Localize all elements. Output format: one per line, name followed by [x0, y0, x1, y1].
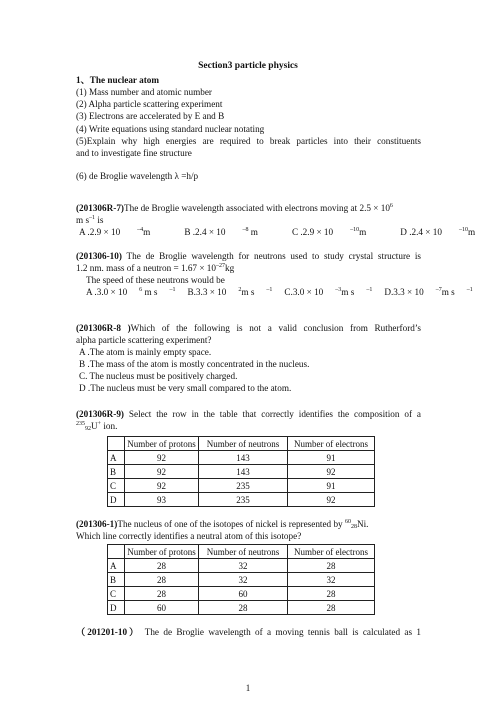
question-1-options — [79, 227, 496, 238]
question-2-stem-cont: 1.2 nm. mass of a neutron = $1.67 \times 10^{-27}kg$ — [76, 263, 235, 273]
question-2-prompt: The speed of these neutrons would be — [86, 275, 225, 285]
question-3-stem: (201306R-8 )Which of the following is not a valid conclusion from Rutherford’s — [76, 323, 421, 333]
table-row: D 93 235 92 — [108, 493, 375, 507]
list-item: (1) Mass number and atomic number — [76, 87, 212, 97]
question-1-stem-cont: m $s^{-1}$ is — [76, 215, 104, 225]
list-item: (5)Explain why high energies are required to break particles into their constituents — [76, 136, 421, 146]
option-b: B.3.3 × 10 $^2$m s $^{-1}$ — [187, 287, 273, 297]
option-d: D .The nucleus must be very small compared to the atom. — [79, 383, 292, 393]
option-a: A .2.9 × 10 $^{-4}$m — [79, 227, 151, 237]
option-b: B .2.4 × 10 $^{-8}$ m — [184, 227, 258, 237]
option-c: C .2.9 × 10 $^{-10}$m — [291, 227, 367, 237]
option-a: A .3.0 × 10 $^6$ m s $^{-1}$ — [86, 287, 176, 297]
question-2-stem: (201306-10) The de Broglie wavelength for neutrons used to study crystal structure is — [76, 251, 421, 261]
option-d: D.3.3 × 10 $^{-7}$m s $^{-1}$ — [384, 287, 473, 297]
question-code: (201306R-9) — [76, 409, 124, 419]
table-header-row: Number of protons Number of neutrons Number of electrons — [108, 437, 375, 451]
question-5-table — [107, 544, 375, 615]
question-4-stem: (201306R-9) Select the row in the table that correctly identifies the composition of a — [76, 409, 421, 419]
table-row: B 92 143 92 — [108, 465, 375, 479]
question-code: (201306-10) — [76, 251, 122, 261]
question-code: （201201-10） — [76, 627, 141, 637]
question-5-stem-cont: Which line correctly identifies a neutral atom of this isotope? — [76, 531, 302, 541]
table-row: D 60 28 28 — [108, 601, 375, 615]
page-title: Section3 particle physics — [198, 61, 298, 71]
section-heading: 1、The nuclear atom — [76, 75, 160, 85]
question-code: (201306-1) — [76, 519, 118, 529]
table-row: B 28 32 32 — [108, 573, 375, 587]
table-row: A 92 143 91 — [108, 451, 375, 465]
question-3-stem-cont: alpha particle scattering experiment? — [76, 335, 212, 345]
question-4-table — [107, 436, 375, 507]
list-item: and to investigate fine structure — [76, 148, 192, 158]
question-4-ion: $^{235}_{92}$U+ ion. — [76, 421, 118, 432]
option-a: A .The atom is mainly empty space. — [79, 347, 212, 357]
list-item: (6) de Broglie wavelength λ =h/p — [76, 171, 199, 181]
table-row: A 28 32 28 — [108, 559, 375, 573]
table-row: C 92 235 91 — [108, 479, 375, 493]
option-c: C. The nucleus must be positively charged. — [79, 371, 238, 381]
table-row: C 28 60 28 — [108, 587, 375, 601]
question-6-stem: （201201-10） The de Broglie wavelength of a moving tennis ball is calculated as 1 — [76, 627, 422, 637]
question-5-stem: (201306-1)The nucleus of one of the isotopes of nickel is represented by $^{60}_{28}$Ni. — [76, 519, 369, 530]
table-header-row: Number of protons Number of neutrons Number of electrons — [108, 545, 375, 559]
question-code: (201306R-8 ) — [76, 323, 131, 333]
page-number: 1 — [245, 683, 251, 693]
option-b: B .The mass of the atom is mostly concentrated in the nucleus. — [79, 359, 310, 369]
question-code: (201306R-7) — [76, 203, 124, 213]
list-item: (2) Alpha particle scattering experiment — [76, 99, 223, 109]
question-1-stem: (201306R-7)The de Broglie wavelength associated with electrons moving at $2.5 \times 10^6$ — [76, 203, 393, 213]
option-d: D .2.4 × 10 $^{-10}$m — [400, 227, 476, 237]
list-item: (3) Electrons are accelerated by E and B — [76, 111, 225, 121]
list-item: (4) Write equations using standard nuclear notating — [76, 124, 265, 134]
option-c: C.3.0 × 10 $^{-3}$m s $^{-1}$ — [284, 287, 373, 297]
question-2-options — [86, 287, 485, 298]
